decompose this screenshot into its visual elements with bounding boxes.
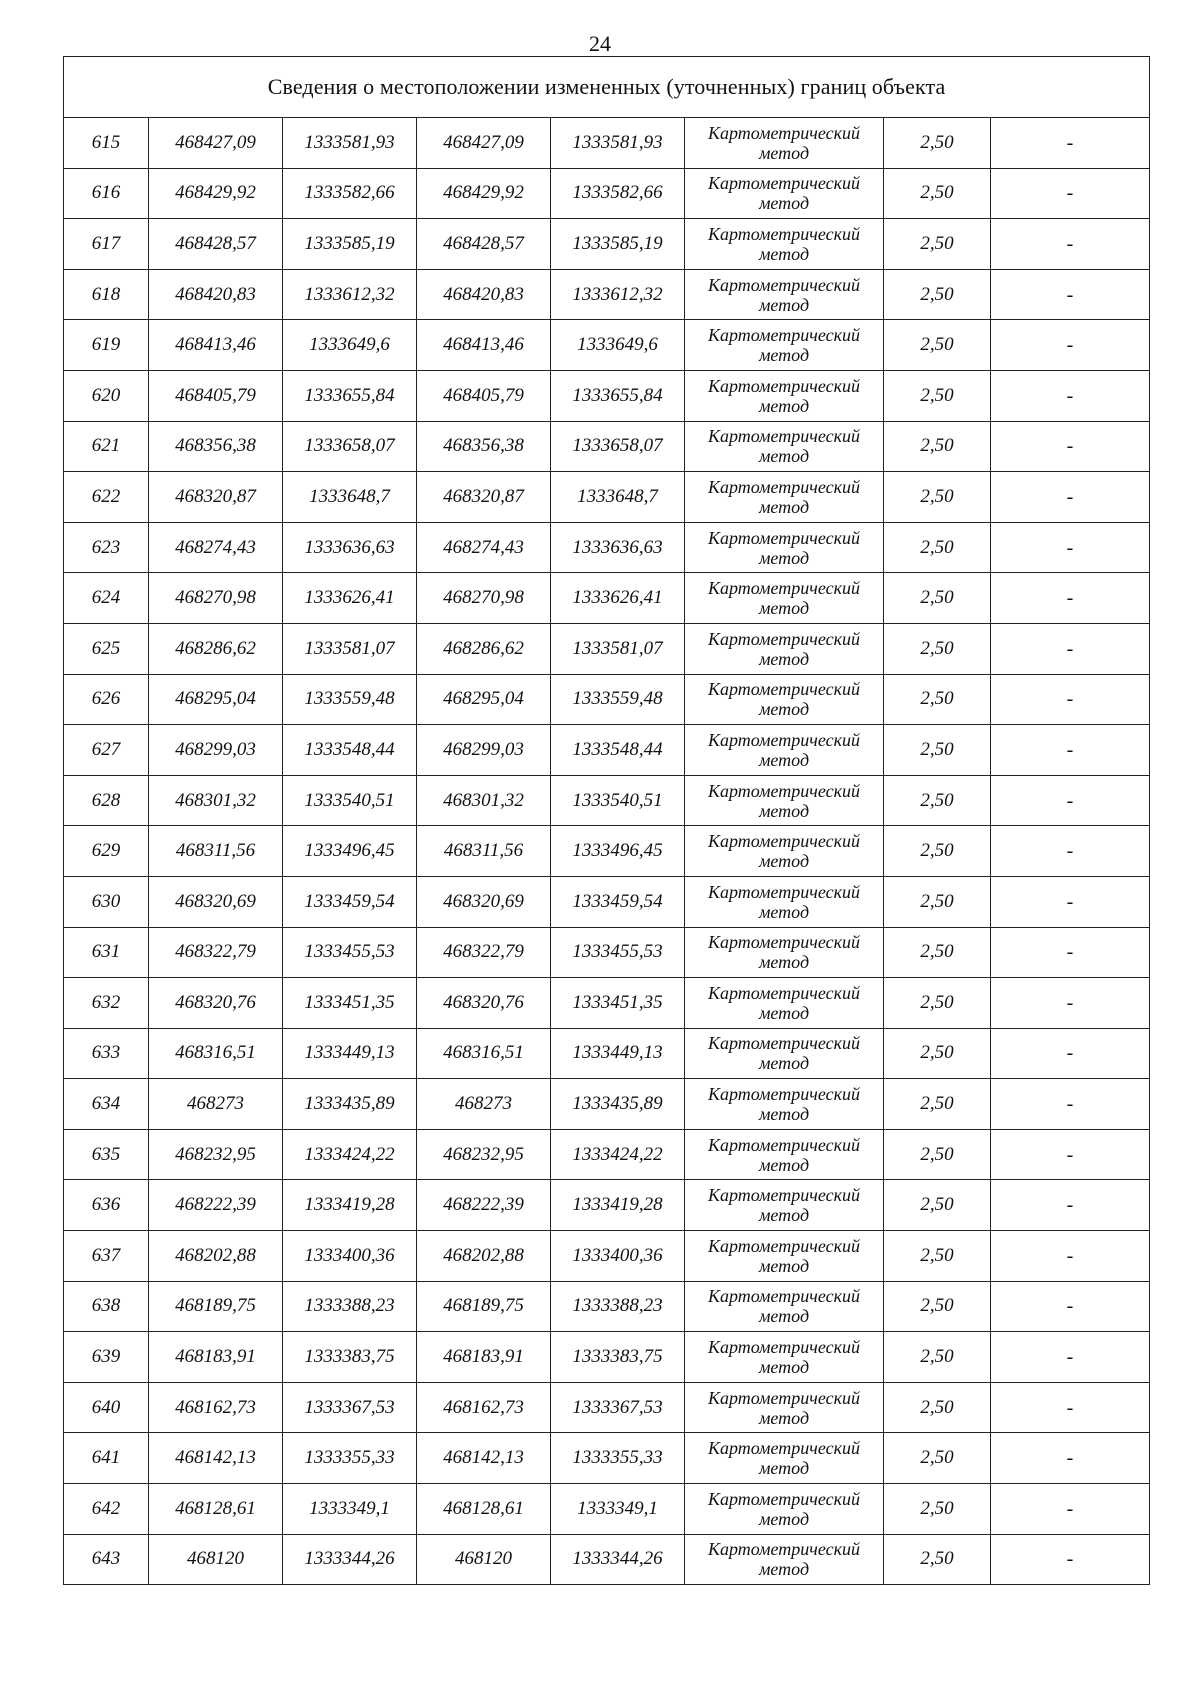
accuracy-cell: 2,50 <box>884 1281 991 1332</box>
new-y-cell: 1333349,1 <box>551 1484 685 1535</box>
point-number-cell: 619 <box>64 320 149 371</box>
description-cell: - <box>991 573 1150 624</box>
new-x-cell: 468356,38 <box>417 421 551 472</box>
accuracy-cell: 2,50 <box>884 1332 991 1383</box>
point-number-cell: 632 <box>64 978 149 1029</box>
point-number-cell: 637 <box>64 1231 149 1282</box>
description-cell: - <box>991 674 1150 725</box>
method-cell: Картометрический метод <box>685 573 884 624</box>
existing-x-cell: 468274,43 <box>149 522 283 573</box>
point-number-cell: 615 <box>64 118 149 169</box>
point-number-cell: 626 <box>64 674 149 725</box>
existing-x-cell: 468320,69 <box>149 876 283 927</box>
table-row <box>64 472 1150 523</box>
existing-x-cell: 468286,62 <box>149 623 283 674</box>
existing-x-cell: 468356,38 <box>149 421 283 472</box>
method-cell: Картометрический метод <box>685 1180 884 1231</box>
new-x-cell: 468320,76 <box>417 978 551 1029</box>
description-cell: - <box>991 927 1150 978</box>
new-x-cell: 468183,91 <box>417 1332 551 1383</box>
existing-y-cell: 1333540,51 <box>283 775 417 826</box>
new-x-cell: 468429,92 <box>417 168 551 219</box>
existing-y-cell: 1333581,07 <box>283 623 417 674</box>
existing-x-cell: 468295,04 <box>149 674 283 725</box>
method-cell: Картометрический метод <box>685 876 884 927</box>
accuracy-cell: 2,50 <box>884 472 991 523</box>
existing-y-cell: 1333367,53 <box>283 1382 417 1433</box>
new-x-cell: 468301,32 <box>417 775 551 826</box>
description-cell: - <box>991 1028 1150 1079</box>
method-cell: Картометрический метод <box>685 118 884 169</box>
description-cell: - <box>991 421 1150 472</box>
existing-y-cell: 1333451,35 <box>283 978 417 1029</box>
method-cell: Картометрический метод <box>685 1332 884 1383</box>
accuracy-cell: 2,50 <box>884 674 991 725</box>
new-y-cell: 1333459,54 <box>551 876 685 927</box>
point-number-cell: 628 <box>64 775 149 826</box>
accuracy-cell: 2,50 <box>884 522 991 573</box>
existing-y-cell: 1333344,26 <box>283 1534 417 1585</box>
existing-x-cell: 468405,79 <box>149 370 283 421</box>
existing-y-cell: 1333449,13 <box>283 1028 417 1079</box>
new-x-cell: 468273 <box>417 1079 551 1130</box>
description-cell: - <box>991 1433 1150 1484</box>
point-number-cell: 631 <box>64 927 149 978</box>
existing-y-cell: 1333626,41 <box>283 573 417 624</box>
existing-x-cell: 468162,73 <box>149 1382 283 1433</box>
accuracy-cell: 2,50 <box>884 1028 991 1079</box>
existing-x-cell: 468428,57 <box>149 219 283 270</box>
accuracy-cell: 2,50 <box>884 1129 991 1180</box>
new-y-cell: 1333581,93 <box>551 118 685 169</box>
new-x-cell: 468427,09 <box>417 118 551 169</box>
new-x-cell: 468222,39 <box>417 1180 551 1231</box>
point-number-cell: 624 <box>64 573 149 624</box>
accuracy-cell: 2,50 <box>884 118 991 169</box>
new-x-cell: 468320,87 <box>417 472 551 523</box>
existing-x-cell: 468232,95 <box>149 1129 283 1180</box>
description-cell: - <box>991 472 1150 523</box>
table-row <box>64 1433 1150 1484</box>
new-y-cell: 1333435,89 <box>551 1079 685 1130</box>
point-number-cell: 627 <box>64 725 149 776</box>
method-cell: Картометрический метод <box>685 725 884 776</box>
new-y-cell: 1333636,63 <box>551 522 685 573</box>
existing-y-cell: 1333355,33 <box>283 1433 417 1484</box>
table-row <box>64 674 1150 725</box>
description-cell: - <box>991 1332 1150 1383</box>
new-x-cell: 468428,57 <box>417 219 551 270</box>
existing-y-cell: 1333424,22 <box>283 1129 417 1180</box>
accuracy-cell: 2,50 <box>884 623 991 674</box>
new-y-cell: 1333655,84 <box>551 370 685 421</box>
existing-y-cell: 1333496,45 <box>283 826 417 877</box>
existing-y-cell: 1333636,63 <box>283 522 417 573</box>
accuracy-cell: 2,50 <box>884 1534 991 1585</box>
new-x-cell: 468270,98 <box>417 573 551 624</box>
existing-y-cell: 1333459,54 <box>283 876 417 927</box>
new-y-cell: 1333496,45 <box>551 826 685 877</box>
method-cell: Картометрический метод <box>685 826 884 877</box>
point-number-cell: 621 <box>64 421 149 472</box>
accuracy-cell: 2,50 <box>884 320 991 371</box>
method-cell: Картометрический метод <box>685 1129 884 1180</box>
point-number-cell: 640 <box>64 1382 149 1433</box>
point-number-cell: 622 <box>64 472 149 523</box>
description-cell: - <box>991 370 1150 421</box>
existing-x-cell: 468120 <box>149 1534 283 1585</box>
point-number-cell: 623 <box>64 522 149 573</box>
accuracy-cell: 2,50 <box>884 573 991 624</box>
new-x-cell: 468162,73 <box>417 1382 551 1433</box>
new-y-cell: 1333658,07 <box>551 421 685 472</box>
existing-y-cell: 1333349,1 <box>283 1484 417 1535</box>
existing-y-cell: 1333383,75 <box>283 1332 417 1383</box>
method-cell: Картометрический метод <box>685 674 884 725</box>
method-cell: Картометрический метод <box>685 978 884 1029</box>
point-number-cell: 617 <box>64 219 149 270</box>
new-x-cell: 468295,04 <box>417 674 551 725</box>
existing-x-cell: 468320,87 <box>149 472 283 523</box>
new-y-cell: 1333449,13 <box>551 1028 685 1079</box>
point-number-cell: 638 <box>64 1281 149 1332</box>
description-cell: - <box>991 269 1150 320</box>
description-cell: - <box>991 219 1150 270</box>
new-x-cell: 468128,61 <box>417 1484 551 1535</box>
new-y-cell: 1333585,19 <box>551 219 685 270</box>
accuracy-cell: 2,50 <box>884 1484 991 1535</box>
new-x-cell: 468405,79 <box>417 370 551 421</box>
existing-x-cell: 468429,92 <box>149 168 283 219</box>
accuracy-cell: 2,50 <box>884 978 991 1029</box>
new-x-cell: 468320,69 <box>417 876 551 927</box>
existing-x-cell: 468128,61 <box>149 1484 283 1535</box>
existing-y-cell: 1333419,28 <box>283 1180 417 1231</box>
new-x-cell: 468311,56 <box>417 826 551 877</box>
table-row <box>64 978 1150 1029</box>
boundary-coordinates-table <box>63 56 1150 1585</box>
method-cell: Картометрический метод <box>685 623 884 674</box>
point-number-cell: 620 <box>64 370 149 421</box>
new-x-cell: 468420,83 <box>417 269 551 320</box>
method-cell: Картометрический метод <box>685 775 884 826</box>
accuracy-cell: 2,50 <box>884 168 991 219</box>
point-number-cell: 641 <box>64 1433 149 1484</box>
page-number: 24 <box>589 31 611 56</box>
existing-x-cell: 468183,91 <box>149 1332 283 1383</box>
method-cell: Картометрический метод <box>685 421 884 472</box>
description-cell: - <box>991 168 1150 219</box>
existing-y-cell: 1333612,32 <box>283 269 417 320</box>
table-row <box>64 775 1150 826</box>
existing-x-cell: 468301,32 <box>149 775 283 826</box>
existing-x-cell: 468273 <box>149 1079 283 1130</box>
description-cell: - <box>991 1079 1150 1130</box>
new-y-cell: 1333582,66 <box>551 168 685 219</box>
existing-x-cell: 468420,83 <box>149 269 283 320</box>
method-cell: Картометрический метод <box>685 1382 884 1433</box>
table-row <box>64 1534 1150 1585</box>
method-cell: Картометрический метод <box>685 269 884 320</box>
method-cell: Картометрический метод <box>685 320 884 371</box>
existing-y-cell: 1333585,19 <box>283 219 417 270</box>
accuracy-cell: 2,50 <box>884 927 991 978</box>
new-y-cell: 1333540,51 <box>551 775 685 826</box>
table-row <box>64 1231 1150 1282</box>
table-row <box>64 1281 1150 1332</box>
new-y-cell: 1333451,35 <box>551 978 685 1029</box>
existing-y-cell: 1333649,6 <box>283 320 417 371</box>
existing-x-cell: 468316,51 <box>149 1028 283 1079</box>
accuracy-cell: 2,50 <box>884 775 991 826</box>
method-cell: Картометрический метод <box>685 1433 884 1484</box>
description-cell: - <box>991 1484 1150 1535</box>
method-cell: Картометрический метод <box>685 1079 884 1130</box>
existing-x-cell: 468413,46 <box>149 320 283 371</box>
new-y-cell: 1333626,41 <box>551 573 685 624</box>
existing-x-cell: 468311,56 <box>149 826 283 877</box>
new-x-cell: 468120 <box>417 1534 551 1585</box>
point-number-cell: 642 <box>64 1484 149 1535</box>
accuracy-cell: 2,50 <box>884 1180 991 1231</box>
table-row <box>64 1129 1150 1180</box>
existing-y-cell: 1333548,44 <box>283 725 417 776</box>
description-cell: - <box>991 522 1150 573</box>
point-number-cell: 634 <box>64 1079 149 1130</box>
new-x-cell: 468322,79 <box>417 927 551 978</box>
new-x-cell: 468316,51 <box>417 1028 551 1079</box>
new-x-cell: 468413,46 <box>417 320 551 371</box>
table-row <box>64 370 1150 421</box>
description-cell: - <box>991 1281 1150 1332</box>
table-row <box>64 219 1150 270</box>
method-cell: Картометрический метод <box>685 370 884 421</box>
accuracy-cell: 2,50 <box>884 1433 991 1484</box>
table-row <box>64 623 1150 674</box>
new-y-cell: 1333548,44 <box>551 725 685 776</box>
accuracy-cell: 2,50 <box>884 269 991 320</box>
new-y-cell: 1333383,75 <box>551 1332 685 1383</box>
existing-x-cell: 468222,39 <box>149 1180 283 1231</box>
new-y-cell: 1333400,36 <box>551 1231 685 1282</box>
existing-y-cell: 1333388,23 <box>283 1281 417 1332</box>
new-y-cell: 1333581,07 <box>551 623 685 674</box>
existing-x-cell: 468189,75 <box>149 1281 283 1332</box>
table-row <box>64 269 1150 320</box>
point-number-cell: 625 <box>64 623 149 674</box>
existing-y-cell: 1333400,36 <box>283 1231 417 1282</box>
point-number-cell: 630 <box>64 876 149 927</box>
new-y-cell: 1333388,23 <box>551 1281 685 1332</box>
new-x-cell: 468202,88 <box>417 1231 551 1282</box>
existing-x-cell: 468202,88 <box>149 1231 283 1282</box>
method-cell: Картометрический метод <box>685 472 884 523</box>
method-cell: Картометрический метод <box>685 168 884 219</box>
existing-x-cell: 468322,79 <box>149 927 283 978</box>
new-y-cell: 1333649,6 <box>551 320 685 371</box>
existing-x-cell: 468299,03 <box>149 725 283 776</box>
method-cell: Картометрический метод <box>685 522 884 573</box>
accuracy-cell: 2,50 <box>884 826 991 877</box>
new-x-cell: 468189,75 <box>417 1281 551 1332</box>
table-row <box>64 1028 1150 1079</box>
table-title-row <box>64 57 1150 118</box>
point-number-cell: 639 <box>64 1332 149 1383</box>
description-cell: - <box>991 1382 1150 1433</box>
accuracy-cell: 2,50 <box>884 725 991 776</box>
table-row <box>64 725 1150 776</box>
description-cell: - <box>991 725 1150 776</box>
new-y-cell: 1333612,32 <box>551 269 685 320</box>
table-row <box>64 1332 1150 1383</box>
existing-x-cell: 468320,76 <box>149 978 283 1029</box>
table-row <box>64 1079 1150 1130</box>
table-row <box>64 421 1150 472</box>
new-y-cell: 1333344,26 <box>551 1534 685 1585</box>
new-x-cell: 468299,03 <box>417 725 551 776</box>
table-row <box>64 927 1150 978</box>
description-cell: - <box>991 775 1150 826</box>
point-number-cell: 633 <box>64 1028 149 1079</box>
description-cell: - <box>991 1129 1150 1180</box>
new-y-cell: 1333355,33 <box>551 1433 685 1484</box>
table-row <box>64 320 1150 371</box>
new-y-cell: 1333559,48 <box>551 674 685 725</box>
new-y-cell: 1333419,28 <box>551 1180 685 1231</box>
point-number-cell: 618 <box>64 269 149 320</box>
new-x-cell: 468232,95 <box>417 1129 551 1180</box>
existing-y-cell: 1333581,93 <box>283 118 417 169</box>
existing-y-cell: 1333582,66 <box>283 168 417 219</box>
existing-y-cell: 1333648,7 <box>283 472 417 523</box>
table-row <box>64 826 1150 877</box>
point-number-cell: 616 <box>64 168 149 219</box>
description-cell: - <box>991 876 1150 927</box>
point-number-cell: 629 <box>64 826 149 877</box>
accuracy-cell: 2,50 <box>884 1231 991 1282</box>
method-cell: Картометрический метод <box>685 1484 884 1535</box>
existing-y-cell: 1333655,84 <box>283 370 417 421</box>
accuracy-cell: 2,50 <box>884 370 991 421</box>
new-y-cell: 1333367,53 <box>551 1382 685 1433</box>
table-row <box>64 876 1150 927</box>
method-cell: Картометрический метод <box>685 927 884 978</box>
existing-y-cell: 1333455,53 <box>283 927 417 978</box>
description-cell: - <box>991 320 1150 371</box>
existing-x-cell: 468427,09 <box>149 118 283 169</box>
accuracy-cell: 2,50 <box>884 421 991 472</box>
method-cell: Картометрический метод <box>685 1534 884 1585</box>
new-y-cell: 1333455,53 <box>551 927 685 978</box>
new-x-cell: 468142,13 <box>417 1433 551 1484</box>
new-x-cell: 468286,62 <box>417 623 551 674</box>
description-cell: - <box>991 1534 1150 1585</box>
table-row <box>64 118 1150 169</box>
accuracy-cell: 2,50 <box>884 1079 991 1130</box>
existing-x-cell: 468142,13 <box>149 1433 283 1484</box>
accuracy-cell: 2,50 <box>884 1382 991 1433</box>
description-cell: - <box>991 1231 1150 1282</box>
new-y-cell: 1333648,7 <box>551 472 685 523</box>
method-cell: Картометрический метод <box>685 1231 884 1282</box>
table-row <box>64 1484 1150 1535</box>
table-row <box>64 1382 1150 1433</box>
method-cell: Картометрический метод <box>685 1281 884 1332</box>
description-cell: - <box>991 1180 1150 1231</box>
accuracy-cell: 2,50 <box>884 876 991 927</box>
description-cell: - <box>991 978 1150 1029</box>
new-x-cell: 468274,43 <box>417 522 551 573</box>
description-cell: - <box>991 826 1150 877</box>
table-row <box>64 573 1150 624</box>
point-number-cell: 635 <box>64 1129 149 1180</box>
table-row <box>64 522 1150 573</box>
new-y-cell: 1333424,22 <box>551 1129 685 1180</box>
method-cell: Картометрический метод <box>685 1028 884 1079</box>
existing-y-cell: 1333658,07 <box>283 421 417 472</box>
point-number-cell: 643 <box>64 1534 149 1585</box>
description-cell: - <box>991 623 1150 674</box>
accuracy-cell: 2,50 <box>884 219 991 270</box>
point-number-cell: 636 <box>64 1180 149 1231</box>
existing-y-cell: 1333559,48 <box>283 674 417 725</box>
existing-x-cell: 468270,98 <box>149 573 283 624</box>
existing-y-cell: 1333435,89 <box>283 1079 417 1130</box>
method-cell: Картометрический метод <box>685 219 884 270</box>
table-row <box>64 1180 1150 1231</box>
table-title: Сведения о местоположении измененных (уточненных) границ объекта <box>64 57 1150 118</box>
table-row <box>64 168 1150 219</box>
description-cell: - <box>991 118 1150 169</box>
